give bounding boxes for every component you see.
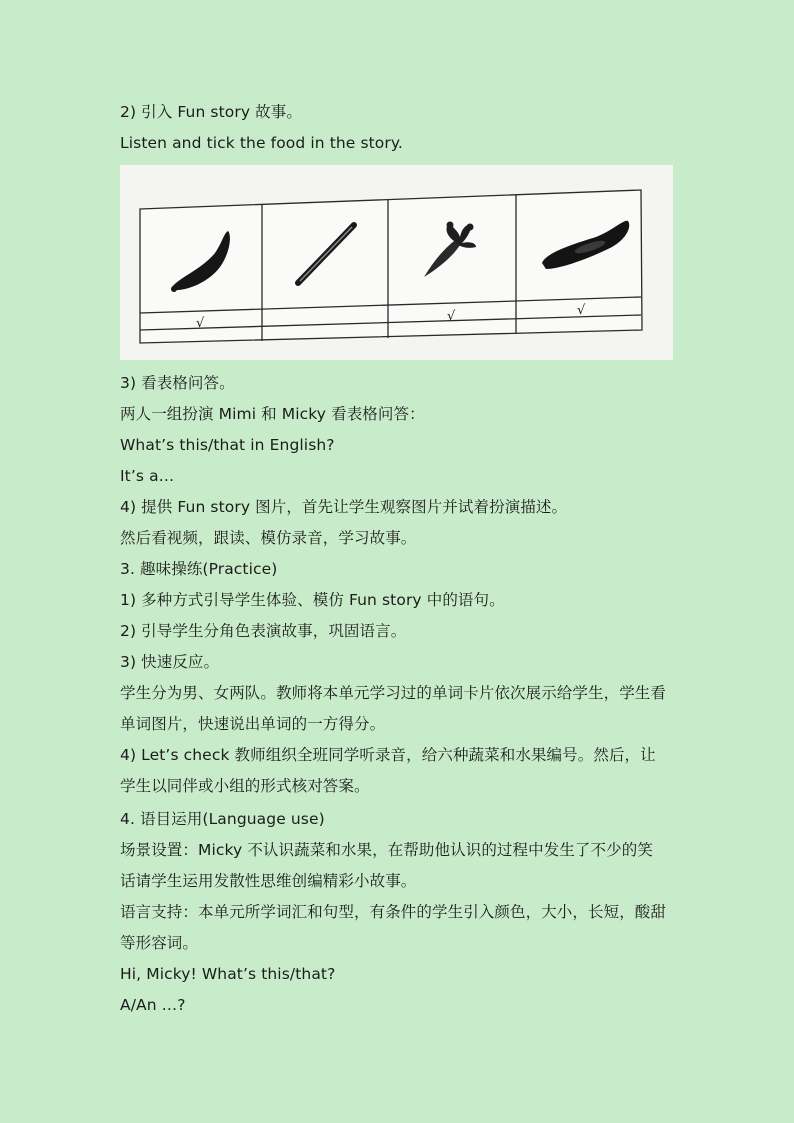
food-tick-table-photo — [120, 165, 673, 360]
language-support-cont: 等形容词。 — [120, 934, 199, 952]
dialogue-greeting: Hi, Micky! What’s this/that? — [120, 965, 336, 983]
step-2-intro-story: 2) 引入 Fun story 故事。 — [120, 103, 302, 121]
step-3-table-qa: 3) 看表格问答。 — [120, 374, 235, 392]
dialogue-answer: A/An …? — [120, 996, 186, 1014]
scenario-setting: 场景设置：Micky 不认识蔬菜和水果，在帮助他认识的过程中发生了不少的笑 — [120, 841, 653, 859]
answer-its-a: It’s a… — [120, 467, 175, 485]
practice-step-4-detail: 学生以同伴或小组的形式核对答案。 — [120, 777, 370, 795]
tick-cell-1: √ — [196, 316, 205, 331]
language-support: 语言支持：本单元所学词汇和句型，有条件的学生引入颜色，大小，长短，酸甜 — [120, 903, 667, 921]
tick-cell-4: √ — [577, 303, 586, 318]
practice-step-3: 3) 快速反应。 — [120, 653, 220, 671]
question-whats-this: What’s this/that in English? — [120, 436, 335, 454]
step-4-story-pictures: 4) 提供 Fun story 图片，首先让学生观察图片并试着扮演描述。 — [120, 498, 568, 516]
practice-step-2: 2) 引导学生分角色表演故事，巩固语言。 — [120, 622, 407, 640]
section-4-language-use-heading: 4. 语目运用(Language use) — [120, 810, 325, 828]
practice-step-1: 1) 多种方式引导学生体验、模仿 Fun story 中的语句。 — [120, 591, 505, 609]
practice-step-3-detail-2: 单词图片，快速说出单词的一方得分。 — [120, 715, 386, 733]
practice-step-4: 4) Let’s check 教师组织全班同学听录音，给六种蔬菜和水果编号。然后，让 — [120, 746, 656, 764]
section-3-practice-heading: 3. 趣味操练(Practice) — [120, 560, 278, 578]
pair-roleplay-instruction: 两人一组扮演 Mimi 和 Micky 看表格问答： — [120, 405, 425, 423]
tick-cell-3: √ — [447, 309, 456, 324]
scenario-setting-cont: 话请学生运用发散性思维创编精彩小故事。 — [120, 872, 417, 890]
practice-step-3-detail-1: 学生分为男、女两队。教师将本单元学习过的单词卡片依次展示给学生，学生看 — [120, 684, 667, 702]
food-tick-table-svg — [120, 165, 673, 360]
watch-video-instruction: 然后看视频，跟读、模仿录音，学习故事。 — [120, 529, 417, 547]
listen-and-tick-instruction: Listen and tick the food in the story. — [120, 134, 403, 152]
